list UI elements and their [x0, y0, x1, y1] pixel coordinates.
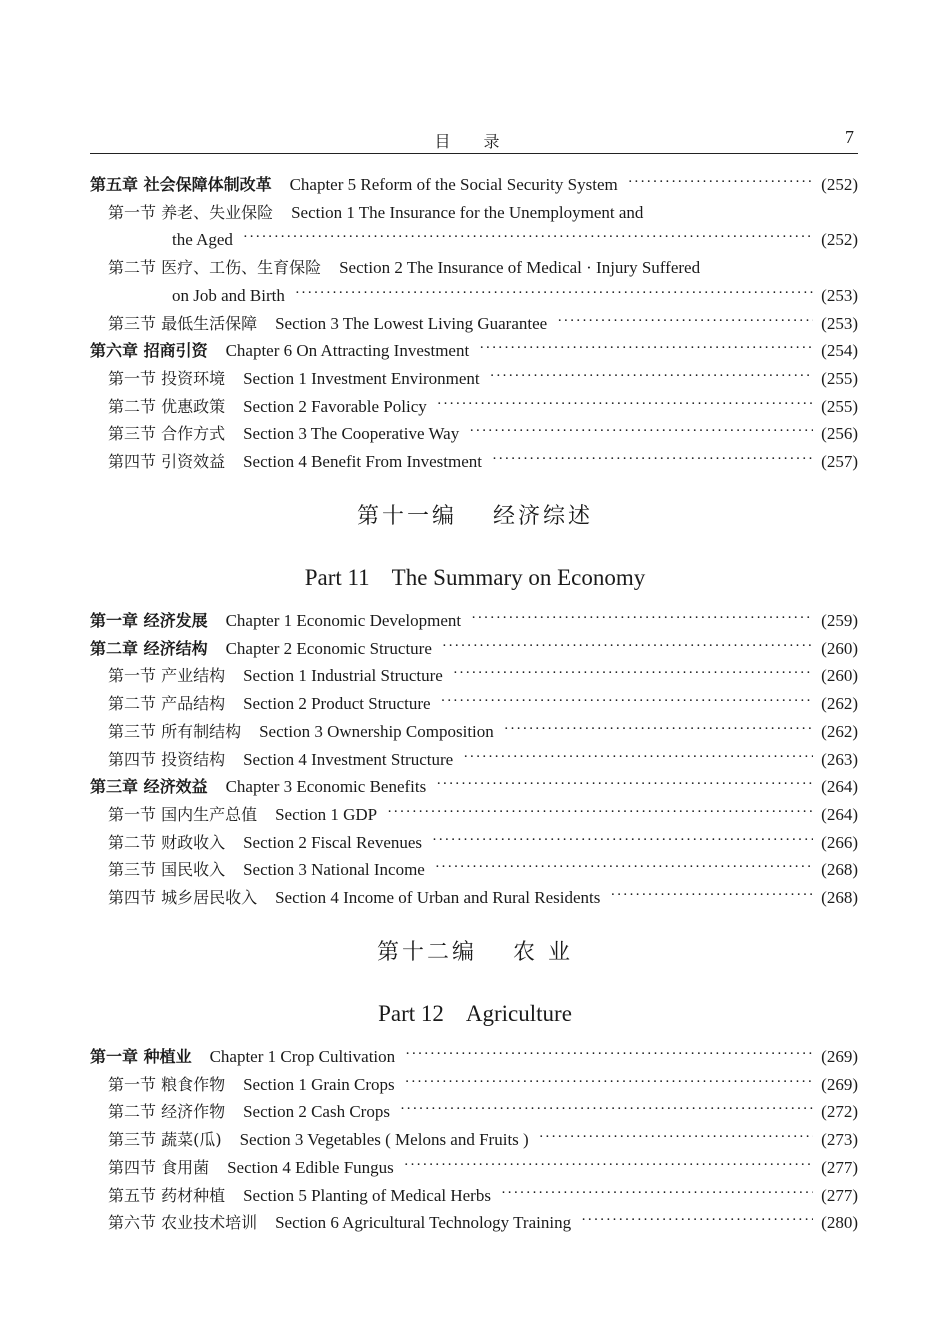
leader-dots — [435, 863, 813, 875]
entry-title-cn: 第四节 食用菌 — [108, 1157, 210, 1177]
toc-section-entry — [90, 448, 858, 476]
entry-title-en-continued: on Job and Birth — [172, 285, 285, 305]
entry-title-cn: 第四节 投资结构 — [108, 749, 226, 769]
entry-title-en: Section 3 The Cooperative Way — [243, 424, 460, 444]
leader-dots — [442, 642, 813, 654]
entry-page-number: (262) — [821, 721, 858, 741]
entry-title-cn: 第一节 养老、失业保险 — [108, 202, 274, 222]
entry-title-cn: 第四节 城乡居民收入 — [108, 888, 258, 908]
leader-dots — [453, 669, 813, 681]
part-11-title-en — [0, 565, 950, 591]
entry-page-number: (256) — [821, 424, 858, 444]
entry-page-number: (262) — [821, 694, 858, 714]
toc-section-entry — [90, 393, 858, 421]
entry-title-cn: 第二节 经济作物 — [108, 1102, 226, 1122]
toc-section-entry — [90, 1154, 858, 1182]
entry-title-cn: 第一节 产业结构 — [108, 666, 226, 686]
entry-page-number: (255) — [821, 368, 858, 388]
entry-title-en: Chapter 5 Reform of the Social Security System — [289, 175, 618, 194]
toc-chapter-entry — [90, 337, 858, 365]
entry-title-en: Section 1 Grain Crops — [243, 1074, 395, 1094]
entry-page-number: (264) — [821, 804, 858, 824]
entry-page-number: (252) — [821, 175, 858, 194]
toc-chapter-entry — [90, 1043, 858, 1071]
entry-page-number: (280) — [821, 1213, 858, 1233]
entry-page-number: (266) — [821, 832, 858, 852]
entry-page-number: (257) — [821, 452, 858, 472]
toc-section-entry — [90, 746, 858, 774]
toc-section-entry — [90, 1209, 858, 1237]
toc-group-1 — [90, 171, 858, 476]
entry-title-cn: 第三节 所有制结构 — [108, 721, 242, 741]
entry-title-en: Section 2 Fiscal Revenues — [243, 832, 423, 852]
header-title: 目 录 — [434, 132, 514, 151]
part-11-title-cn — [0, 499, 950, 530]
toc-section-entry — [90, 884, 858, 912]
toc-group-3 — [90, 1043, 858, 1237]
toc-section-entry — [90, 1071, 858, 1099]
part-12-title-en — [0, 1001, 950, 1027]
entry-page-number: (252) — [821, 230, 858, 250]
entry-title-en: Section 2 Product Structure — [243, 694, 431, 714]
entry-title-en: Section 1 The Insurance for the Unemployment and — [291, 202, 644, 222]
entry-title-cn: 第六章 招商引资 — [90, 341, 208, 361]
part-11-number-en: Part 11 — [304, 565, 370, 590]
entry-title-en: Section 4 Edible Fungus — [227, 1157, 394, 1177]
toc-chapter-entry — [90, 607, 858, 635]
part-12-name-en: Agriculture — [465, 1001, 572, 1026]
entry-title-cn: 第五章 社会保障体制改革 — [90, 175, 272, 194]
leader-dots — [539, 1133, 813, 1145]
entry-page-number: (253) — [821, 313, 858, 333]
entry-title-cn: 第五节 药材种植 — [108, 1185, 226, 1205]
entry-page-number: (253) — [821, 285, 858, 305]
entry-title-cn: 第二节 产品结构 — [108, 694, 226, 714]
entry-title-en: Section 4 Income of Urban and Rural Residents — [275, 888, 601, 908]
leader-dots — [501, 1189, 813, 1201]
toc-section-entry — [90, 365, 858, 393]
entry-title-en: Section 2 The Insurance of Medical · Injury Suffered — [339, 258, 701, 278]
entry-title-en: Section 3 Vegetables ( Melons and Fruits ) — [239, 1130, 529, 1150]
toc-section-entry — [90, 1098, 858, 1126]
toc-section-entry — [90, 718, 858, 746]
entry-page-number: (277) — [821, 1157, 858, 1177]
entry-page-number: (268) — [821, 888, 858, 908]
toc-section-entry — [90, 801, 858, 829]
leader-dots — [610, 891, 813, 903]
leader-dots — [469, 427, 813, 439]
entry-page-number: (254) — [821, 341, 858, 361]
entry-title-en: Section 4 Investment Structure — [243, 749, 454, 769]
part-12-name-cn: 农 业 — [513, 940, 573, 965]
entry-page-number: (269) — [821, 1047, 858, 1066]
entry-title-cn: 第二节 医疗、工伤、生育保险 — [108, 258, 322, 278]
entry-title-en: Section 4 Benefit From Investment — [243, 452, 482, 472]
entry-page-number: (277) — [821, 1185, 858, 1205]
entry-title-cn: 第一节 投资环境 — [108, 368, 226, 388]
toc-group-2 — [90, 607, 858, 912]
entry-title-cn: 第三节 合作方式 — [108, 424, 226, 444]
part-12-number-cn: 第十二编 — [376, 940, 477, 965]
running-header — [90, 127, 858, 154]
entry-page-number: (264) — [821, 777, 858, 797]
entry-title-en: Section 1 Investment Environment — [243, 368, 480, 388]
entry-title-en: Section 6 Agricultural Technology Training — [275, 1213, 572, 1233]
leader-dots — [492, 455, 813, 467]
entry-title-en: Chapter 1 Crop Cultivation — [209, 1047, 396, 1066]
entry-title-cn: 第二节 优惠政策 — [108, 396, 226, 416]
part-12-number-en: Part 12 — [378, 1001, 444, 1026]
part-12-title-cn — [0, 935, 950, 966]
toc-chapter-entry — [90, 635, 858, 663]
entry-title-cn: 第一节 粮食作物 — [108, 1074, 226, 1094]
entry-title-en: Chapter 6 On Attracting Investment — [225, 341, 470, 361]
toc-section-entry — [90, 856, 858, 884]
page-number: 7 — [845, 127, 854, 147]
entry-title-en: Chapter 2 Economic Structure — [225, 638, 432, 658]
toc-section-entry — [90, 420, 858, 448]
entry-title-en: Section 1 GDP — [275, 804, 378, 824]
toc-section-entry — [90, 199, 858, 254]
entry-page-number: (268) — [821, 860, 858, 880]
toc-chapter-entry — [90, 171, 858, 199]
leader-dots — [436, 780, 813, 792]
entry-title-en: Section 1 Industrial Structure — [243, 666, 443, 686]
toc-section-entry — [90, 829, 858, 857]
entry-title-cn: 第三节 蔬菜(瓜) — [108, 1130, 222, 1150]
entry-page-number: (273) — [821, 1130, 858, 1150]
entry-page-number: (263) — [821, 749, 858, 769]
entry-title-en: Chapter 3 Economic Benefits — [225, 777, 427, 797]
entry-title-en: Section 5 Planting of Medical Herbs — [243, 1185, 491, 1205]
entry-page-number: (260) — [821, 638, 858, 658]
entry-title-cn: 第三节 最低生活保障 — [108, 313, 258, 333]
leader-dots — [557, 317, 813, 329]
toc-chapter-entry — [90, 773, 858, 801]
leader-dots — [471, 614, 813, 626]
leader-dots — [581, 1216, 813, 1228]
entry-page-number: (255) — [821, 396, 858, 416]
entry-title-cn: 第一章 种植业 — [90, 1047, 192, 1066]
leader-dots — [387, 808, 813, 820]
entry-title-cn: 第三节 国民收入 — [108, 860, 226, 880]
entry-title-en: Section 2 Favorable Policy — [243, 396, 427, 416]
leader-dots — [504, 725, 813, 737]
leader-dots — [405, 1050, 813, 1062]
leader-dots — [400, 1105, 813, 1117]
part-11-name-cn: 经济综述 — [493, 504, 594, 529]
toc-section-entry — [90, 1182, 858, 1210]
entry-title-en: Section 3 National Income — [243, 860, 425, 880]
entry-title-cn: 第三章 经济效益 — [90, 777, 208, 797]
toc-section-entry — [90, 662, 858, 690]
entry-title-en-continued: the Aged — [172, 230, 233, 250]
leader-dots — [441, 697, 814, 709]
leader-dots — [243, 233, 813, 245]
toc-section-entry — [90, 254, 858, 309]
part-11-name-en: The Summary on Economy — [391, 565, 646, 590]
leader-dots — [432, 836, 813, 848]
leader-dots — [490, 372, 814, 384]
entry-title-en: Chapter 1 Economic Development — [225, 611, 462, 630]
part-11-number-cn: 第十一编 — [356, 504, 457, 529]
entry-title-cn: 第一章 经济发展 — [90, 611, 208, 630]
leader-dots — [295, 289, 813, 301]
entry-page-number: (269) — [821, 1074, 858, 1094]
entry-title-cn: 第二节 财政收入 — [108, 832, 226, 852]
entry-title-en: Section 3 Ownership Composition — [259, 721, 494, 741]
toc-section-entry — [90, 690, 858, 718]
entry-page-number: (272) — [821, 1102, 858, 1122]
entry-page-number: (260) — [821, 666, 858, 686]
entry-title-en: Section 2 Cash Crops — [243, 1102, 390, 1122]
entry-title-cn: 第四节 引资效益 — [108, 452, 226, 472]
toc-section-entry — [90, 310, 858, 338]
leader-dots — [463, 753, 813, 765]
entry-title-cn: 第二章 经济结构 — [90, 638, 208, 658]
leader-dots — [628, 178, 813, 190]
leader-dots — [479, 344, 813, 356]
leader-dots — [404, 1161, 813, 1173]
entry-title-en: Section 3 The Lowest Living Guarantee — [275, 313, 548, 333]
entry-page-number: (259) — [821, 611, 858, 630]
leader-dots — [405, 1078, 814, 1090]
entry-title-cn: 第六节 农业技术培训 — [108, 1213, 258, 1233]
entry-title-cn: 第一节 国内生产总值 — [108, 804, 258, 824]
toc-section-entry — [90, 1126, 858, 1154]
leader-dots — [437, 400, 813, 412]
